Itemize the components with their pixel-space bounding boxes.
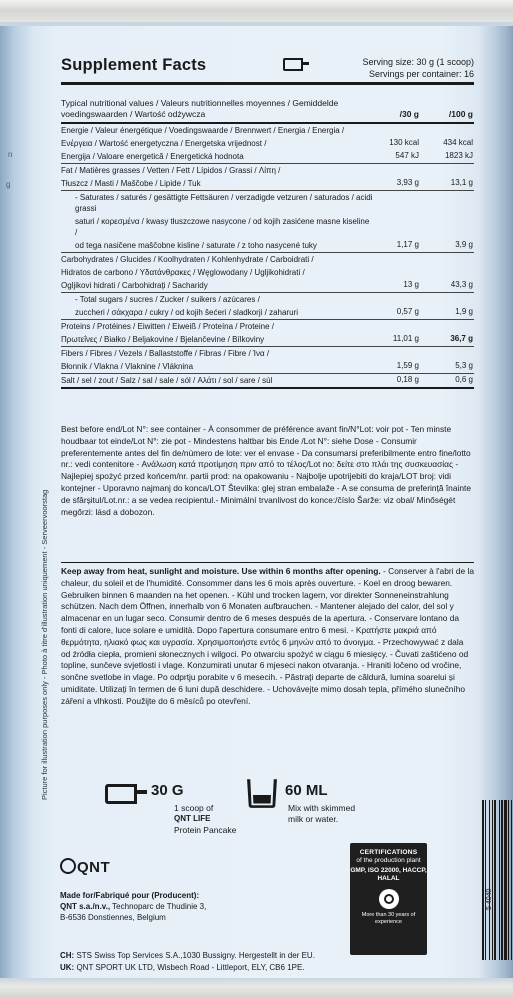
cert-footer: More than 30 years of experience <box>361 912 416 925</box>
importer-ch: CH: STS Swiss Top Services S.A.,1030 Bussigny. Hergestellt in der EU. <box>60 951 315 960</box>
nutrition-row <box>61 164 474 177</box>
nutrition-row <box>61 333 474 347</box>
best-before-paragraph: Best before end/Lot N°: see container - À consommer de préférence avant fin/N°Lot: voir pot - Ten minste houdbaar tot einde/Lot N°: zie pot - Mindestens haltbar bis Ende /Lot N°: siehe Dose - Consumir preferentemente antes del fin de/número de lote: ver el envase - Da consumarsi preferibilmente entro fine/lotto nr.: vedi contenitore - Ανάλωση κατά προτίμηση πριν από το τέλος/Lot no: δείτε στο πλάι της συσκευασίας - Najlepiej spożyć przed końcem/nr. partii prod: na opakowaniu - Najbolje upotrijebiti do kraja/LOT broj: vidi kontejner - Uporavno najmanj do konca/LOT Številka: glej stran embalaže - A se consuma de preferință înainte de sfârșitul/Lot.nr.: a se vedea recipientul.- Minimální trvanlivost do konce:/číslo Šarže: viz obal/ Minőségét megőrzi: lásd a dobozon. <box>61 424 471 517</box>
storage-rest: - Conserver à l'abri de la chaleur, du soleil et de l'humidité. Consommer dans les 6 mois après ouverture. - Koel en droog bewaren. Gebruiken binnen 6 maanden na het openen. - Kühl und trocken lagern, vor direkter Sonneneinstrahlung schützen. Nach dem Öffnen, innerhalb von 6 Monaten aufbrauchen. - Mantener alejado del calor, del sol y almacenar en un lugar seco. Consumir dentro de 6 meses después de la apertura. - Conservare lontano da fonti di calore, luce solare e umidità. Dopo l'apertura consumare entro 6 mesi. - Κρατήστε μακριά από θερμότητα, ηλιακό φως και υγρασία. Χρησιμοποιήστε εντός 6 μηνών από το άνοιγμα. - Przechowywać z dala od źródła ciepła, promieni słonecznych i wilgoci. Po otwarciu spożyć w ciągu 6 miesięcy. - Čuvati zaštićeno od topline, sunčeve svjetlosti i vlage. Konzumirati unutar 6 mjeseci nakon otvaranja. - Hraniti ločeno od vročine, sončne svetlobe in vlage. Po odprtju porabite v 6 mesecih. - Păstrați departe de căldură, lumina soarelui și umiditate. Utilizați în termen de 6 luni după deschidere. - Uchovávejte mimo dosah tepla, přímého slunečního záření a vlhkosti. Použijte do 6 měsíců po otevření. <box>61 566 475 706</box>
value-per-100g: 1,9 g <box>455 307 473 316</box>
value-per-30g: 130 kcal <box>389 138 419 147</box>
liquid-amount: 60 ML <box>285 782 328 799</box>
value-per-100g: 36,7 g <box>450 334 473 343</box>
nutrition-row <box>61 215 474 239</box>
nutrient-label: Fat / Matières grasses / Vetten / Fett / Lípidos / Grassi / Λίπη / <box>61 166 281 175</box>
nutrient-label: Carbohydrates / Glucides / Koolhydraten / Kohlenhydrate / Carboidrati / <box>61 255 314 264</box>
value-per-100g: 13,1 g <box>450 178 473 187</box>
scoop-icon <box>283 58 303 71</box>
nutrition-row <box>61 191 474 215</box>
address-line-2: B-6536 Donstiennes, Belgium <box>60 913 166 922</box>
nutrient-label: - Saturates / saturés / gesättigte Fettsäuren / verzadigde vetzuren / saturados / acidi grassi <box>75 193 373 213</box>
nutrient-label: Tłuszcz / Masti / Maščobe / Lipide / Tuk <box>61 179 201 188</box>
storage-bold: Keep away from heat, sunlight and moisture. Use within 6 months after opening. <box>61 566 381 576</box>
nutrient-label: Πρωτεΐνες / Białko / Beljakovine / Bjelančevine / Bílkoviny <box>61 335 265 344</box>
col-100g-header: /100 g <box>448 109 473 119</box>
panel-title: Supplement Facts <box>61 56 207 74</box>
nutrient-label: Energija / Valoare energetică / Energetická hodnota <box>61 152 244 161</box>
serving-size: Serving size: 30 g (1 scoop) <box>362 57 474 67</box>
storage-rule <box>61 562 474 563</box>
liquid-instructions: Mix with skimmed milk or water. <box>288 803 356 824</box>
barcode-bar <box>482 800 484 960</box>
nutrient-label: Energie / Valeur énergétique / Voedingswaarde / Brennwert / Energia / Energia / <box>61 126 345 135</box>
barcode-bar <box>494 800 496 960</box>
barcode <box>482 800 513 960</box>
nutrient-label: Fibers / Fibres / Vezels / Ballaststoffe / Fibras / Fibre / Ίνα / <box>61 349 270 358</box>
glass-icon <box>247 779 277 808</box>
nutrition-row <box>61 253 474 266</box>
nutrition-row <box>61 360 474 374</box>
value-per-30g: 1,17 g <box>396 240 419 249</box>
value-per-30g: 13 g <box>403 280 419 289</box>
scoop-icon <box>105 784 137 804</box>
qnt-logo-icon <box>60 858 76 874</box>
scoop-brand: QNT LIFE <box>174 814 211 823</box>
nutrition-row <box>61 124 474 137</box>
col-30g-header: /30 g <box>399 109 419 119</box>
company-name: QNT s.a./n.v., <box>60 902 111 911</box>
value-per-30g: 0,18 g <box>396 375 419 384</box>
scoop-line-2: Protein Pancake <box>174 825 237 835</box>
value-per-30g: 3,93 g <box>396 178 419 187</box>
value-per-30g: 0,57 g <box>396 307 419 316</box>
nutrition-table <box>61 96 474 389</box>
cert-heading: CERTIFICATIONS <box>359 849 418 856</box>
made-for <box>60 890 206 923</box>
certifications-badge <box>350 843 427 955</box>
servings-per-container: Servings per container: 16 <box>368 69 474 79</box>
scoop-amount: 30 G <box>151 782 184 799</box>
value-per-100g: 43,3 g <box>450 280 473 289</box>
value-per-30g: 547 kJ <box>395 151 419 160</box>
value-per-30g: 1,59 g <box>396 361 419 370</box>
table-rows <box>61 124 474 389</box>
nutrition-row <box>61 306 474 320</box>
storage-text <box>61 566 474 708</box>
cert-list: GMP, ISO 22000, HACCP, HALAL <box>350 867 427 882</box>
product-can: n g Supplement Facts Serving size: 30 g (1 scoop) Servings per container: 16 Typical nutritional values / Valeurs nutritionnelles moyennes / Gemiddelde voedingswaarden / Wartość odżywcza /30 g /100 g Energie / Valeur énergétique / Voedingswaarde / Brennwert / Energia / Energia / Ενέργεια / Wartość energetyczna / Energetska vrijednost / 130 kcal 434 kcal Energija / Valoare energetică / Energetická hodnota 547 kJ 1823 kJ Fat / Matières grasses / Vetten / Fett / Lípidos / Grassi / Λίπη / Tłuszcz / Masti / Maščobe / Lipide / Tuk 3,93 g 13,1 g - Saturates / saturés / gesättigte Fettsäuren / verzadigde vetzuren / saturados / acidi grassi saturi / κορεσμένα / kwasy tłuszczowe nasycone / od kojih zasićene masne kiseline / od tega nasičene maščobne kisline / saturate / z toho nasycené tuky 1,17 g 3,9 g Carbohydrates / Glucides / Koolhydraten / Kohlenhydrate / Carboidrati / Hidratos de carbono / Υδατάνθρακες / Węglowodany / Ugljikohidrati / Ogljikovi hidrati / Carbohidrați / Sacharidy 13 g 43,3 g - Total sugars / sucres / Zucker / suikers / azúcares / zuccheri / σάκχαρα / cukry / od kojih šećeri / sladkorji / zaharuri 0,57 g 1,9 g Proteins / Protéines / Eiwitten / Eiweiß / Proteína / Proteine / Πρωτεΐνες / Białko / Beljakovine / Bjelančevine / Bílkoviny 11,01 g 36,7 g Fibers / Fibres / Vezels / Ballaststoffe / Fibras / Fibre / Ίνα / Błonnik / Vlakna / Vlaknine / Vláknina 1,59 g 5,3 g Salt / sel / zout / Salz / sal / sale / sól / Αλάτι / sol / sare / súl 0,18 g 0,6 g Best before end/Lot N°: see container - À consommer de préférence avant fin/N°Lot: voir pot - Ten minste houdbaar tot einde/Lot N°: zie pot - Mindestens haltbar bis Ende /Lot N°: siehe Dose - Consumir preferentemente antes del fin de/número de lote: ver el envase - Da consumarsi preferibilmente entro fine/lotto nr.: vedi contenitore - Ανάλωση κατά προτίμηση πριν από το τέλος/Lot no: δείτε στο πλάι της συσκευασίας - Najlepiej spożyć przed końcem/nr. partii prod: na opakowaniu - Najbolje upotrijebiti do kraja/LOT broj: vidi kontejner - Uporavno najmanj do konca/LOT Številka: glej stran embalaže - A se consuma de preferință înainte de sfârșitul/Lot.nr.: a se vedea recipientul.- Minimální trvanlivost do konce:/číslo Šarže: viz obal/ Minőségét megőrzi: lásd a dobozon. Keep away from heat, sunlight and moisture. Use within 6 months after opening. - Conserver à l'abri de la chaleur, du soleil et de l'humidité. Consommer dans les 6 mois après ouverture. - Koel en droog bewaren. Gebruiken binnen 6 maanden na het openen. - Kühl und trocken lagern, vor direkter Sonneneinstrahlung schützen. Nach dem Öffnen, innerhalb von 6 Monaten aufbrauchen. - Mantener alejado del calor, del sol y almacenar en un lugar seco. Consumir dentro de 6 meses después de la apertura. - Conservare lontano da fonti di calore, luce solare e umidità. Dopo l'apertura consumare entro 6 mesi. - Κρατήστε μακριά από θερμότητα, ηλιακό φως και υγρασία. Χρησιμοποιήστε εντός 6 μηνών από το άνοιγμα. - Przechowywać z dala od źródła ciepła, promieni słonecznych i wilgoci. Po otwarciu spożyć w ciągu 6 miesięcy. - Čuvati zaštićeno od topline, sunčeve svjetlosti i vlage. Konzumirati unutar 6 mjeseci nakon otvaranja. - Hraniti ločeno od vročine, sončne svetlobe in vlage. Po odprtju porabite v 6 mesecih. - Păstrați departe de căldură, lumina soarelui și umiditate. Utilizați în termen de 6 luni după deschidere. - Uchovávejte mimo dosah tepla, přímého slunečního záření a vlhkosti. Použijte do 6 měsíců po otevření. Picture for illustration purposes only - Photo à titre d'illustration uniquement - Serveervoorstag 30 G 1 scoop of QNT LIFE Protein Pancake 60 ML Mix with skimmed milk or water. QNT Made for/Fabriqué pour (Producent): QNT s.a./n.v., Technoparc de Thudinie 3, B-6536 Donstiennes, Belgium CERTIFICATIONS of the production plant GMP, ISO 22000, HACCP, HALAL More than 30 years of experience CH: STS Swiss Top Services S.A.,1030 Bussigny. Hergestellt in der EU. UK: QNT SPORT UK LTD, Wisbech Road - Littleport, ELY, CB6 1PE. 5 4040 <box>0 0 513 998</box>
importer-uk: UK: QNT SPORT UK LTD, Wisbech Road - Littleport, ELY, CB6 1PE. <box>60 963 305 972</box>
nutrition-row <box>61 293 474 306</box>
value-per-30g: 11,01 g <box>392 334 419 343</box>
table-header <box>61 96 474 124</box>
nutrition-row <box>61 177 474 191</box>
nutrition-row <box>61 266 474 279</box>
nutrient-label: saturi / κορεσμένα / kwasy tłuszczowe nasycone / od kojih zasićene masne kiseline / <box>75 217 370 237</box>
nutrition-row <box>61 279 474 293</box>
serving-info <box>362 56 474 80</box>
header-text: Typical nutritional values / Valeurs nutritionnelles moyennes / Gemiddelde voedingswaarden / Wartość odżywcza <box>61 98 339 119</box>
nutrient-label: Hidratos de carbono / Υδατάνθρακες / Węglowodany / Ugljikohidrati / <box>61 268 305 277</box>
nutrition-row <box>61 239 474 253</box>
barcode-bar <box>492 800 493 960</box>
nutrient-label: - Total sugars / sucres / Zucker / suikers / azúcares / <box>75 295 260 304</box>
value-per-100g: 3,9 g <box>455 240 473 249</box>
nutrient-label: zuccheri / σάκχαρα / cukry / od kojih šećeri / sladkorji / zaharuri <box>75 308 298 317</box>
nutrition-row <box>61 137 474 150</box>
nutrition-row <box>61 374 474 389</box>
barcode-bar <box>508 800 509 960</box>
value-per-100g: 434 kcal <box>443 138 473 147</box>
qnt-badge-icon <box>379 889 399 909</box>
nutrition-row <box>61 320 474 333</box>
value-per-100g: 1823 kJ <box>444 151 473 160</box>
can-bottom-rim <box>0 978 513 998</box>
nutrient-label: od tega nasičene maščobne kisline / saturate / z toho nasycené tuky <box>75 241 317 250</box>
illustration-note: Picture for illustration purposes only - Photo à titre d'illustration uniquement - Serveervoorstag <box>40 489 49 800</box>
scoop-line-1: 1 scoop of <box>174 803 214 813</box>
title-rule <box>61 82 474 85</box>
barcode-bar <box>501 800 503 960</box>
value-per-100g: 0,6 g <box>455 375 473 384</box>
barcode-digits: 5 4040 <box>486 888 493 910</box>
barcode-bar <box>485 800 486 960</box>
best-before-text <box>61 424 474 518</box>
barcode-bar <box>499 800 500 960</box>
nutrient-label: Salt / sel / zout / Salz / sal / sale / sól / Αλάτι / sol / sare / súl <box>61 376 273 385</box>
address-line-1: Technoparc de Thudinie 3, <box>110 902 207 911</box>
nutrient-label: Proteins / Protéines / Eiwitten / Eiweiß / Proteína / Proteine / <box>61 322 274 331</box>
right-edge-ingredients <box>480 90 513 850</box>
can-top-rim <box>0 0 513 26</box>
made-for-heading: Made for/Fabriqué pour (Producent): <box>60 891 200 900</box>
value-per-100g: 5,3 g <box>455 361 473 370</box>
nutrient-label: Ogljikovi hidrati / Carbohidrați / Sacharidy <box>61 281 208 290</box>
nutrition-row <box>61 347 474 360</box>
nutrient-label: Ενέργεια / Wartość energetyczna / Energetska vrijednost / <box>61 139 267 148</box>
nutrition-row <box>61 150 474 164</box>
barcode-bar <box>511 800 512 960</box>
cert-sub: of the production plant <box>356 857 421 864</box>
barcode-bar <box>489 800 490 960</box>
nutrient-label: Błonnik / Vlakna / Vlaknine / Vláknina <box>61 362 194 371</box>
qnt-logo: QNT <box>60 858 110 876</box>
barcode-bar <box>504 800 507 960</box>
